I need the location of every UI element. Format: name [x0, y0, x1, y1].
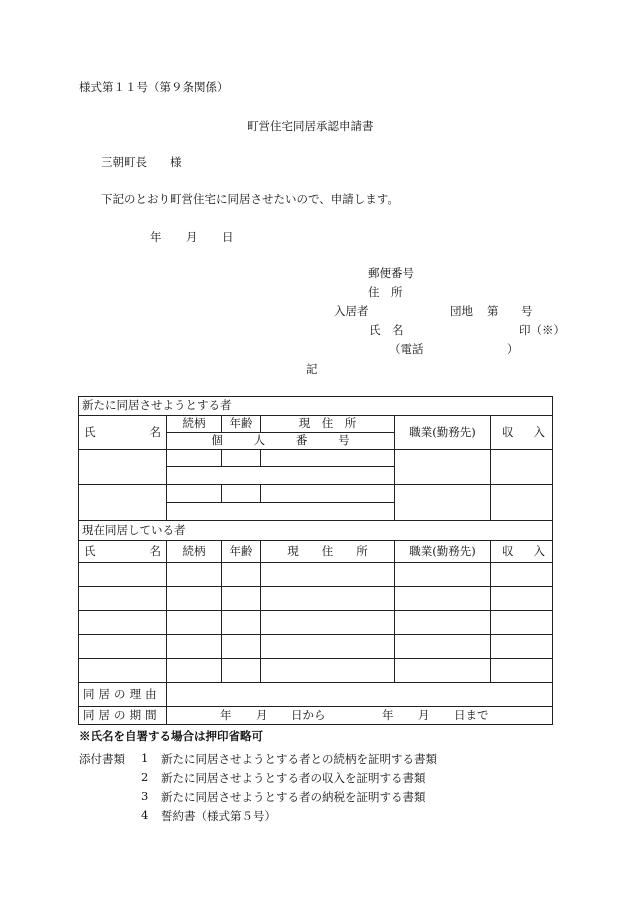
addressee: 三朝町長 様 — [101, 155, 182, 169]
table-row — [79, 611, 553, 635]
new-person-1-relation[interactable] — [167, 450, 222, 467]
period-month2: 月 — [418, 708, 430, 722]
seal-mark: 印（※） — [519, 323, 565, 337]
new-person-2-mynumber[interactable] — [167, 503, 395, 521]
current-cohabitant-section: 現在同居している者 — [79, 521, 553, 541]
attachment-4-no: 4 — [141, 808, 149, 822]
new-person-1-income[interactable] — [491, 450, 553, 485]
new-person-1-job[interactable] — [395, 450, 491, 485]
cur-relation-header: 続柄 — [167, 541, 222, 563]
attachment-3-no: 3 — [141, 789, 149, 803]
phone-open: （電話 — [389, 342, 424, 356]
age-header: 年齢 — [222, 416, 261, 433]
new-cohabitant-section: 新たに同居させようとする者 — [79, 397, 553, 416]
resident-label: 入居者 — [334, 304, 369, 318]
date-month: 月 — [186, 230, 198, 244]
name-label: 氏 名 — [369, 323, 404, 337]
reason-label: 同居の理由 — [79, 683, 167, 707]
attachment-2-text: 新たに同居させようとする者の収入を証明する書類 — [161, 771, 426, 785]
address-header: 現 住 所 — [261, 416, 395, 433]
new-person-2-income[interactable] — [491, 485, 553, 521]
new-person-2-relation[interactable] — [167, 485, 222, 503]
cur-address-header: 現 住 所 — [261, 541, 395, 563]
phone-close: ） — [507, 342, 519, 356]
postal-code-label: 郵便番号 — [368, 266, 414, 280]
period-label: 同居の期間 — [79, 707, 167, 725]
intro-text: 下記のとおり町営住宅に同居させたいので、申請します。 — [101, 192, 399, 206]
new-person-2-name[interactable] — [79, 485, 167, 521]
table-row — [79, 635, 553, 659]
danchi-label: 団地 — [450, 304, 473, 318]
attachment-1-no: 1 — [141, 751, 149, 765]
attachment-4-text: 誓約書（様式第５号） — [161, 809, 276, 823]
cohabitation-table — [78, 396, 553, 725]
new-person-1-mynumber[interactable] — [167, 467, 395, 485]
table-row — [79, 587, 553, 611]
cur-name-header: 氏 名 — [79, 541, 167, 563]
new-person-1-address[interactable] — [261, 450, 395, 467]
attachment-3-text: 新たに同居させようとする者の納税を証明する書類 — [161, 790, 426, 804]
cur-job-header: 職業(勤務先) — [395, 541, 491, 563]
table-row — [79, 563, 553, 587]
cur-income-header: 収 入 — [491, 541, 553, 563]
gou-label: 号 — [521, 304, 533, 318]
attachments-label: 添付書類 — [79, 752, 125, 766]
period-field[interactable] — [167, 707, 553, 725]
seal-note: ※氏名を自署する場合は押印省略可 — [79, 729, 263, 743]
income-header: 収 入 — [491, 416, 553, 450]
new-person-2-address[interactable] — [261, 485, 395, 503]
new-person-1-age[interactable] — [222, 450, 261, 467]
date-year: 年 — [150, 230, 162, 244]
attachment-2-no: 2 — [141, 770, 149, 784]
period-from: 日から — [291, 708, 326, 722]
new-person-1-name[interactable] — [79, 450, 167, 485]
period-year: 年 — [220, 708, 232, 722]
address-label: 住 所 — [368, 285, 403, 299]
new-person-2-job[interactable] — [395, 485, 491, 521]
form-number: 様式第１１号（第９条関係） — [79, 80, 229, 94]
period-to: 日まで — [454, 708, 489, 722]
job-header: 職業(勤務先) — [395, 416, 491, 450]
attachment-1-text: 新たに同居させようとする者との続柄を証明する書類 — [161, 752, 437, 766]
date-day: 日 — [222, 230, 234, 244]
mynumber-header: 個 人 番 号 — [167, 433, 395, 450]
period-year2: 年 — [382, 708, 394, 722]
document-title: 町営住宅同居承認申請書 — [247, 119, 374, 133]
cur-age-header: 年齢 — [222, 541, 261, 563]
relation-header: 続柄 — [167, 416, 222, 433]
name-header: 氏 名 — [79, 416, 167, 450]
ki-heading: 記 — [306, 362, 318, 376]
new-person-2-age[interactable] — [222, 485, 261, 503]
dai-label: 第 — [487, 304, 499, 318]
reason-field[interactable] — [167, 683, 553, 707]
period-month: 月 — [256, 708, 268, 722]
table-row — [79, 659, 553, 683]
